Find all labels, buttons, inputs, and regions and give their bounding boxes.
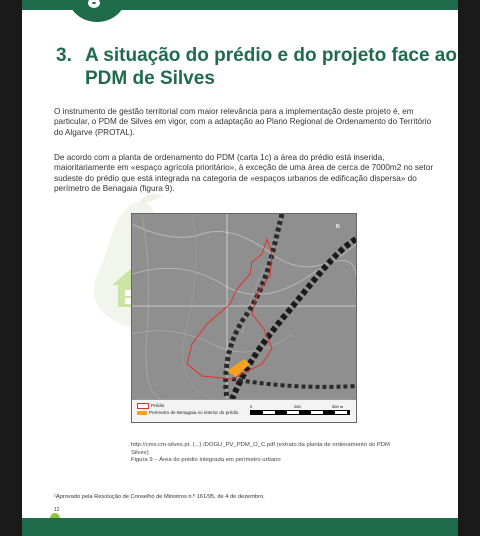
legend-swatch-urban <box>137 411 147 415</box>
bottom-bar <box>22 518 458 536</box>
legend-item-perimetro: Perímetro de Benagaia no interior do prédio <box>137 410 238 415</box>
caption-figure-title: Figura 9 – Área do prédio integrada em perímetro urbano <box>131 457 281 464</box>
badge-ring-icon <box>88 0 100 8</box>
scale-label-end: 500 m <box>332 404 344 409</box>
page-number: 12 <box>54 507 60 513</box>
north-arrow-label: N <box>336 224 340 230</box>
section-title-line2: PDM de Silves <box>85 68 215 89</box>
map-image <box>132 214 356 399</box>
scale-ticks <box>250 410 350 415</box>
scale-bar <box>250 406 348 416</box>
document-page <box>22 0 458 536</box>
legend-swatch-boundary <box>137 403 149 409</box>
section-title-line1: A situação do prédio e do projeto face ao <box>85 45 457 66</box>
top-badge <box>68 0 126 22</box>
caption-source-link[interactable]: http://cms.cm-silves.pt. (...) /DOGU_PV_PDM_O_C.pdf (extrato da planta de ordenamento do PDM Silves) <box>131 442 390 456</box>
map-legend <box>132 399 356 423</box>
scale-label-start: 0 <box>250 404 253 409</box>
figure-caption <box>131 442 391 465</box>
legend-item-predio: Prédio <box>137 403 164 409</box>
map-figure <box>131 213 357 423</box>
footnote: ¹Aprovado pela Resolução de Conselho de Ministros n.º 161/95, de 4 de dezembro. <box>54 494 265 500</box>
section-number: 3. <box>56 45 72 66</box>
paragraph-2: De acordo com a planta de ordenamento do PDM (carta 1c) a área do prédio está inserida, maioritariamente em «espaço agrícola prioritário», à exceção de uma área de cerca de 7000m2 no setor sudeste do prédio que está integrada na categoria de «espaços urbanos de edificação dispersa» do perímetro de Benagaia (figura 9). <box>54 153 434 194</box>
scale-label-mid: 250 <box>294 404 301 409</box>
paragraph-1: O instrumento de gestão territorial com maior relevância para a implementação deste projeto é, em particular, o PDM de Silves em vigor, com a adaptação ao Plano Regional de Ordenamento do Território do Algarve (PROTAL). <box>54 107 432 137</box>
